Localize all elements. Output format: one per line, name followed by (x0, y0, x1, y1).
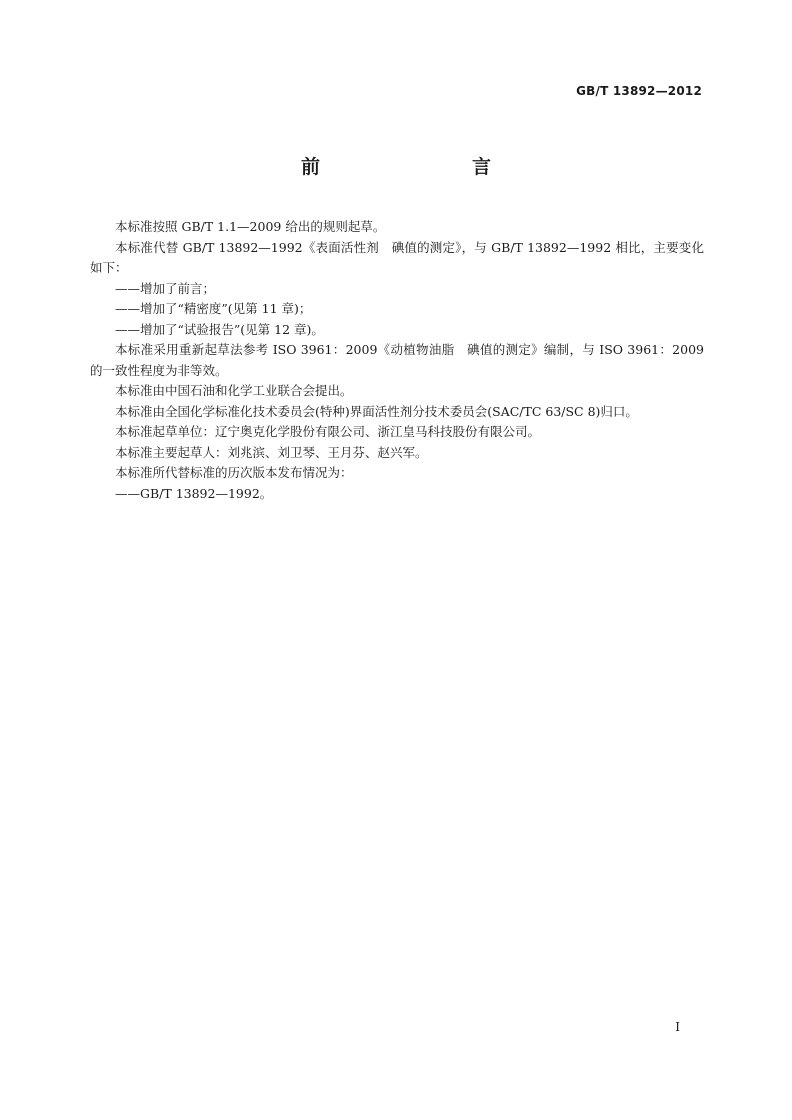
page-title: 前 言 (300, 156, 529, 178)
paragraph-proposer: 本标准由中国石油和化学工业联合会提出。 (115, 383, 353, 398)
paragraph-iso-reference: 本标准采用重新起草法参考 ISO 3961：2009《动植物油脂 碘值的测定》编制，与 ISO 3961：2009 的一致性程度为非等效。 (90, 342, 704, 378)
paragraph-history-intro: 本标准所代替标准的历次版本发布情况为： (115, 465, 353, 480)
paragraph-drafting-units: 本标准起草单位：辽宁奥克化学股份有限公司、浙江皇马科技股份有限公司。 (115, 424, 541, 439)
standard-code: GB/T 13892—2012 (576, 84, 702, 98)
change-item-test-report: ——增加了“试验报告”(见第 12 章)。 (115, 321, 324, 337)
page-number: I (675, 1020, 680, 1034)
change-item-precision: ——增加了“精密度”(见第 11 章)； (115, 301, 312, 316)
paragraph-drafters: 本标准主要起草人：刘兆滨、刘卫琴、王月芬、赵兴军。 (115, 444, 428, 460)
change-item-foreword: ——增加了前言； (115, 280, 216, 296)
history-item: ——GB/T 13892—1992。 (115, 485, 273, 501)
paragraph-drafting-rules: 本标准按照 GB/T 1.1—2009 给出的规则起草。 (115, 219, 386, 234)
paragraph-replacement: 本标准代替 GB/T 13892—1992《表面活性剂 碘值的测定》，与 GB/T 13892—1992 相比，主要变化如下： (90, 239, 704, 275)
foreword-body (90, 217, 704, 504)
paragraph-committee: 本标准由全国化学标准化技术委员会(特种)界面活性剂分技术委员会(SAC/TC 63/SC 8)归口。 (115, 403, 638, 419)
